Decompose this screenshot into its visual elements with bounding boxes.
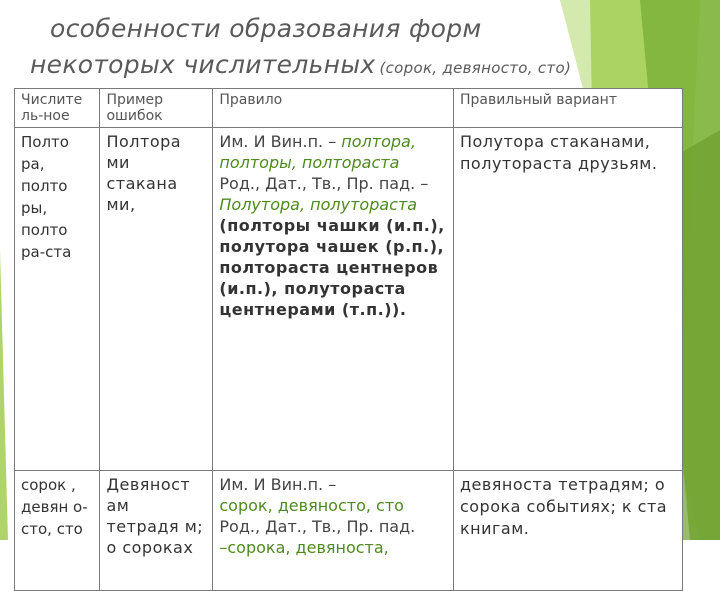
row2-correct-variant: девяноста тетрадям; о сорока событиях; к ста книгам. [453,471,682,591]
table-row [15,471,683,591]
row2-rule-oblique-label: Род., Дат., Тв., Пр. пад. [219,517,416,536]
header-numeral: Числите ль-ное [15,89,100,128]
slide-title-line-2 [30,50,571,79]
header-error-example: Пример ошибок [100,89,213,128]
header-correct-variant: Правильный вариант [453,89,682,128]
row1-numeral: Полто ра, полто ры, полто ра-ста [15,128,100,471]
row2-error-example: Девяност ам тетрадя м; о сороках [100,471,213,591]
row1-rule-oblique-label: Род., Дат., Тв., Пр. пад. – [219,174,429,193]
row1-rule-forms-oblique: Полутора, полутораста [219,195,418,214]
row1-correct-variant: Полутора стаканами, полутораста друзьям. [453,128,682,471]
row2-rule-forms-nominative: сорок, девяносто, сто [219,496,404,515]
slide-title-main: некоторых числительных [30,50,376,79]
slide-title-line-1: особенности образования форм [50,14,482,43]
row2-rule-forms-oblique: –сорока, девяноста, [219,538,389,557]
table-header-row [15,89,683,128]
row1-error-example: Полтора ми стакана ми, [100,128,213,471]
row1-rule-examples: (полторы чашки (и.п.), полутора чашек (р.п.), полтораста центнеров (и.п.), полутораста центнерами (т.п.)). [219,216,445,319]
numerals-rules-table [14,88,683,591]
header-rule: Правило [213,89,454,128]
row2-rule [213,471,454,591]
row2-rule-case-label: Им. И Вин.п. – [219,475,337,494]
row1-rule [213,128,454,471]
table-row [15,128,683,471]
slide-title-subtitle: (сорок, девяносто, сто) [379,59,572,77]
row1-rule-case-label: Им. И Вин.п. – [219,132,342,151]
row1-rule-forms-nominative: полтора, полторы, полтораста [219,132,416,172]
row2-numeral: сорок , девян о-сто, сто [15,471,100,591]
